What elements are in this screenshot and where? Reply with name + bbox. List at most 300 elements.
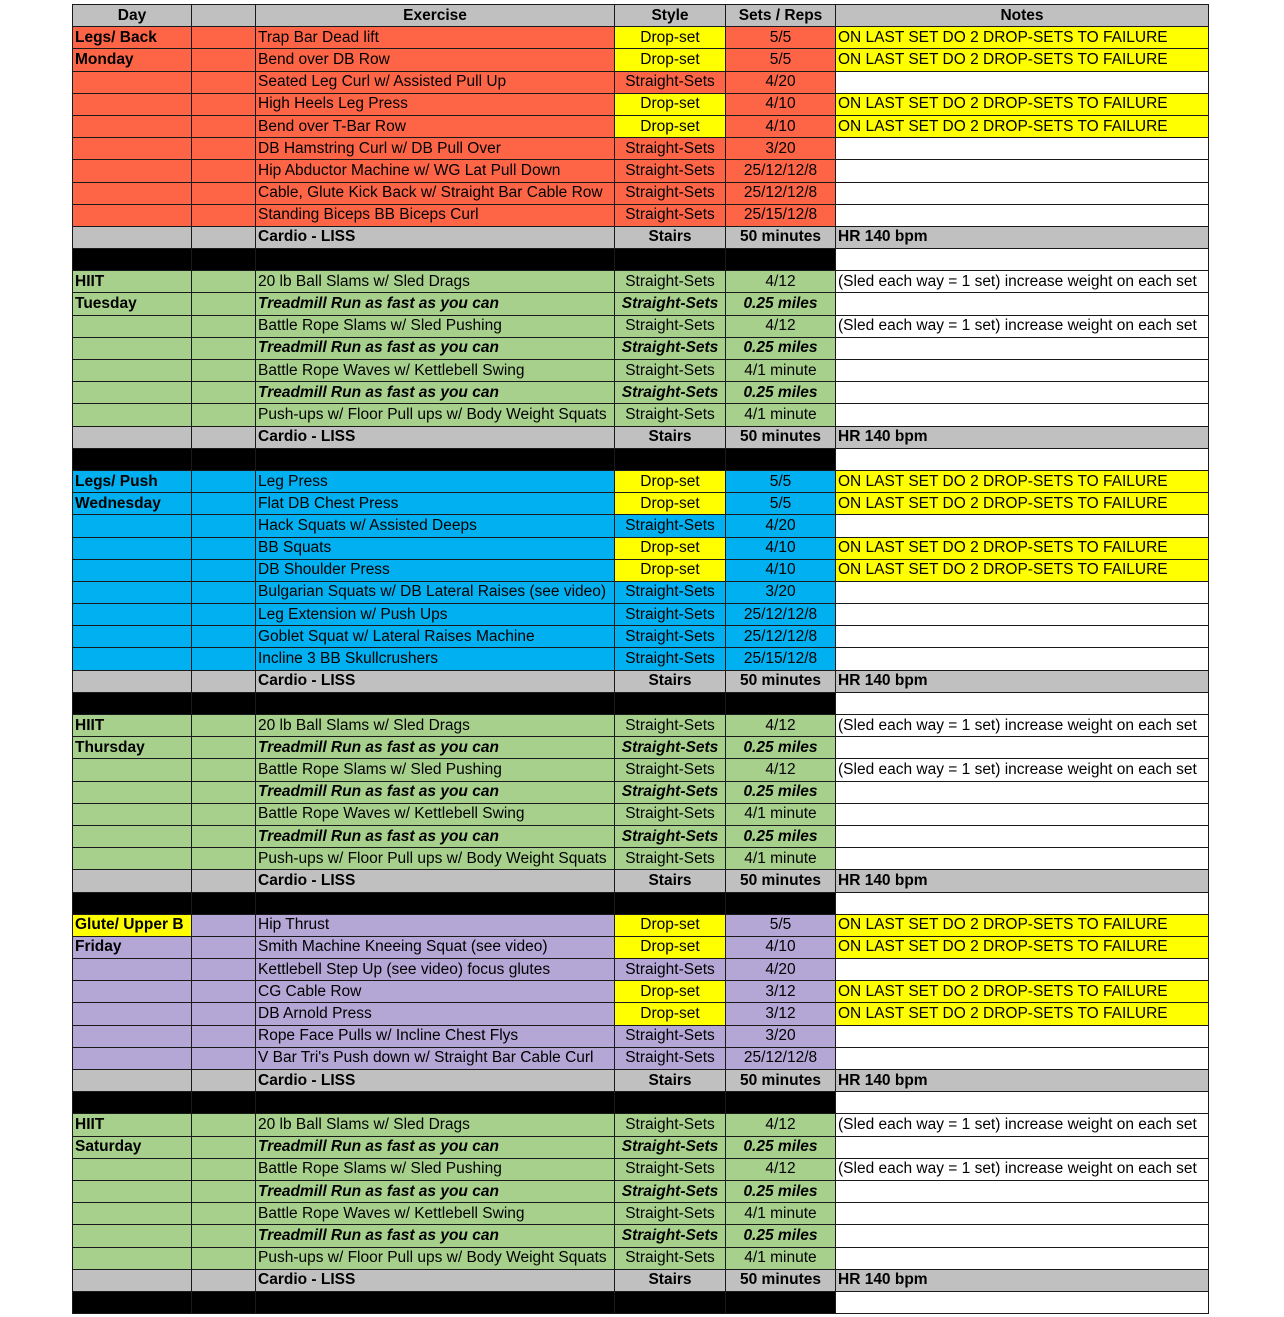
separator-cell (73, 892, 192, 914)
notes-cell (836, 71, 1209, 93)
table-row (73, 182, 1209, 204)
day-cell: Monday (73, 49, 192, 71)
notes-cell (836, 626, 1209, 648)
cardio-notes: HR 140 bpm (836, 426, 1209, 448)
sets-cell: 4/1 minute (726, 1203, 836, 1225)
notes-cell: ON LAST SET DO 2 DROP-SETS TO FAILURE (836, 49, 1209, 71)
notes-cell (836, 160, 1209, 182)
exercise-cell: Kettlebell Step Up (see video) focus glutes (256, 959, 615, 981)
blank-cell (192, 49, 256, 71)
separator-cell (726, 249, 836, 271)
cardio-style: Stairs (615, 670, 726, 692)
table-row (73, 1136, 1209, 1158)
sets-cell: 4/20 (726, 515, 836, 537)
blank-cell (192, 1180, 256, 1202)
blank-cell (192, 1203, 256, 1225)
notes-cell (836, 1225, 1209, 1247)
style-cell: Straight-Sets (615, 1203, 726, 1225)
style-cell: Straight-Sets (615, 803, 726, 825)
blank-cell (192, 27, 256, 49)
header-sets: Sets / Reps (726, 5, 836, 27)
day-cell (73, 626, 192, 648)
separator-cell (615, 249, 726, 271)
exercise-cell: Trap Bar Dead lift (256, 27, 615, 49)
sets-cell: 4/1 minute (726, 360, 836, 382)
table-row (73, 1003, 1209, 1025)
exercise-cell: Push-ups w/ Floor Pull ups w/ Body Weight Squats (256, 404, 615, 426)
style-cell: Straight-Sets (615, 604, 726, 626)
separator-row (73, 1092, 1209, 1114)
blank-cell (192, 293, 256, 315)
table-row (73, 49, 1209, 71)
separator-notes-cell (836, 692, 1209, 714)
blank-cell (192, 315, 256, 337)
separator-cell (192, 692, 256, 714)
exercise-cell: DB Hamstring Curl w/ DB Pull Over (256, 138, 615, 160)
blank-cell (192, 581, 256, 603)
cardio-sets: 50 minutes (726, 1070, 836, 1092)
blank-cell (192, 559, 256, 581)
blank-cell (192, 537, 256, 559)
exercise-cell: Incline 3 BB Skullcrushers (256, 648, 615, 670)
blank-cell (192, 870, 256, 892)
day-cell (73, 337, 192, 359)
table-row (73, 914, 1209, 936)
exercise-cell: V Bar Tri's Push down w/ Straight Bar Cable Curl (256, 1047, 615, 1069)
table-row (73, 493, 1209, 515)
separator-cell (256, 1291, 615, 1313)
blank-cell (192, 959, 256, 981)
cardio-row (73, 226, 1209, 248)
cardio-sets: 50 minutes (726, 226, 836, 248)
exercise-cell: Goblet Squat w/ Lateral Raises Machine (256, 626, 615, 648)
style-cell: Straight-Sets (615, 737, 726, 759)
notes-cell (836, 337, 1209, 359)
cardio-row (73, 870, 1209, 892)
table-row (73, 581, 1209, 603)
exercise-cell: Cable, Glute Kick Back w/ Straight Bar Cable Row (256, 182, 615, 204)
blank-cell (192, 470, 256, 492)
exercise-cell: Leg Press (256, 470, 615, 492)
exercise-cell: 20 lb Ball Slams w/ Sled Drags (256, 271, 615, 293)
sets-cell: 4/10 (726, 115, 836, 137)
sets-cell: 25/12/12/8 (726, 604, 836, 626)
style-cell: Straight-Sets (615, 337, 726, 359)
exercise-cell: Push-ups w/ Floor Pull ups w/ Body Weight Squats (256, 848, 615, 870)
notes-cell: (Sled each way = 1 set) increase weight on each set (836, 271, 1209, 293)
day-cell (73, 1180, 192, 1202)
notes-cell: ON LAST SET DO 2 DROP-SETS TO FAILURE (836, 27, 1209, 49)
notes-cell (836, 1203, 1209, 1225)
separator-cell (615, 1291, 726, 1313)
sets-cell: 4/1 minute (726, 803, 836, 825)
cardio-notes: HR 140 bpm (836, 870, 1209, 892)
style-cell: Straight-Sets (615, 360, 726, 382)
exercise-cell: DB Arnold Press (256, 1003, 615, 1025)
separator-cell (726, 892, 836, 914)
style-cell: Straight-Sets (615, 204, 726, 226)
sets-cell: 0.25 miles (726, 1180, 836, 1202)
separator-cell (192, 892, 256, 914)
separator-cell (73, 1092, 192, 1114)
style-cell: Straight-Sets (615, 138, 726, 160)
day-cell: Friday (73, 936, 192, 958)
cardio-exercise: Cardio - LISS (256, 426, 615, 448)
day-cell: HIIT (73, 1114, 192, 1136)
notes-cell (836, 781, 1209, 803)
notes-cell (836, 848, 1209, 870)
style-cell: Straight-Sets (615, 271, 726, 293)
sets-cell: 4/12 (726, 315, 836, 337)
sets-cell: 4/10 (726, 93, 836, 115)
exercise-cell: DB Shoulder Press (256, 559, 615, 581)
blank-cell (192, 1269, 256, 1291)
style-cell: Drop-set (615, 1003, 726, 1025)
blank-cell (192, 737, 256, 759)
day-cell (73, 604, 192, 626)
sets-cell: 0.25 miles (726, 737, 836, 759)
cardio-notes: HR 140 bpm (836, 1070, 1209, 1092)
separator-cell (726, 1092, 836, 1114)
day-cell (73, 1047, 192, 1069)
sets-cell: 25/12/12/8 (726, 1047, 836, 1069)
table-row (73, 604, 1209, 626)
table-row (73, 648, 1209, 670)
style-cell: Straight-Sets (615, 626, 726, 648)
blank-cell (192, 803, 256, 825)
header-day: Day (73, 5, 192, 27)
day-cell (73, 1269, 192, 1291)
exercise-cell: 20 lb Ball Slams w/ Sled Drags (256, 715, 615, 737)
style-cell: Drop-set (615, 470, 726, 492)
table-body (73, 27, 1209, 1314)
exercise-cell: Treadmill Run as fast as you can (256, 1136, 615, 1158)
cardio-style: Stairs (615, 1070, 726, 1092)
cardio-row (73, 1269, 1209, 1291)
table-row (73, 204, 1209, 226)
cardio-style: Stairs (615, 426, 726, 448)
day-cell (73, 537, 192, 559)
style-cell: Drop-set (615, 559, 726, 581)
table-row (73, 1247, 1209, 1269)
day-cell (73, 803, 192, 825)
style-cell: Drop-set (615, 27, 726, 49)
cardio-style: Stairs (615, 870, 726, 892)
separator-cell (256, 892, 615, 914)
style-cell: Drop-set (615, 936, 726, 958)
notes-cell (836, 825, 1209, 847)
exercise-cell: CG Cable Row (256, 981, 615, 1003)
blank-cell (192, 848, 256, 870)
blank-cell (192, 160, 256, 182)
notes-cell: (Sled each way = 1 set) increase weight on each set (836, 315, 1209, 337)
day-cell (73, 138, 192, 160)
table-row (73, 293, 1209, 315)
workout-table (72, 4, 1209, 1314)
table-row (73, 1203, 1209, 1225)
table-row (73, 470, 1209, 492)
day-cell (73, 870, 192, 892)
separator-cell (73, 249, 192, 271)
blank-cell (192, 1158, 256, 1180)
day-cell (73, 1203, 192, 1225)
blank-cell (192, 648, 256, 670)
separator-cell (726, 1291, 836, 1313)
exercise-cell: Standing Biceps BB Biceps Curl (256, 204, 615, 226)
sets-cell: 4/1 minute (726, 1247, 836, 1269)
sets-cell: 25/12/12/8 (726, 626, 836, 648)
day-cell (73, 670, 192, 692)
cardio-style: Stairs (615, 226, 726, 248)
style-cell: Drop-set (615, 914, 726, 936)
separator-cell (615, 892, 726, 914)
notes-cell (836, 959, 1209, 981)
table-row (73, 559, 1209, 581)
day-cell (73, 226, 192, 248)
notes-cell (836, 1136, 1209, 1158)
notes-cell (836, 803, 1209, 825)
sets-cell: 3/20 (726, 1025, 836, 1047)
separator-cell (615, 692, 726, 714)
notes-cell: ON LAST SET DO 2 DROP-SETS TO FAILURE (836, 981, 1209, 1003)
separator-row (73, 249, 1209, 271)
blank-cell (192, 604, 256, 626)
table-row (73, 803, 1209, 825)
day-cell: Saturday (73, 1136, 192, 1158)
blank-cell (192, 1114, 256, 1136)
header-blank (192, 5, 256, 27)
sets-cell: 4/10 (726, 936, 836, 958)
blank-cell (192, 93, 256, 115)
day-cell (73, 93, 192, 115)
sets-cell: 3/20 (726, 581, 836, 603)
table-row (73, 1180, 1209, 1202)
cardio-style: Stairs (615, 1269, 726, 1291)
sets-cell: 5/5 (726, 493, 836, 515)
day-cell (73, 182, 192, 204)
day-cell: Glute/ Upper B (73, 914, 192, 936)
table-row (73, 404, 1209, 426)
sets-cell: 4/20 (726, 959, 836, 981)
day-cell: Thursday (73, 737, 192, 759)
cardio-notes: HR 140 bpm (836, 670, 1209, 692)
exercise-cell: Rope Face Pulls w/ Incline Chest Flys (256, 1025, 615, 1047)
table-row (73, 959, 1209, 981)
sets-cell: 0.25 miles (726, 781, 836, 803)
style-cell: Straight-Sets (615, 1247, 726, 1269)
style-cell: Straight-Sets (615, 581, 726, 603)
sets-cell: 4/12 (726, 1158, 836, 1180)
day-cell (73, 426, 192, 448)
day-cell: Legs/ Push (73, 470, 192, 492)
style-cell: Straight-Sets (615, 781, 726, 803)
notes-cell (836, 648, 1209, 670)
day-cell (73, 160, 192, 182)
exercise-cell: Battle Rope Waves w/ Kettlebell Swing (256, 1203, 615, 1225)
notes-cell: ON LAST SET DO 2 DROP-SETS TO FAILURE (836, 936, 1209, 958)
blank-cell (192, 670, 256, 692)
sets-cell: 0.25 miles (726, 1225, 836, 1247)
notes-cell: (Sled each way = 1 set) increase weight on each set (836, 759, 1209, 781)
style-cell: Straight-Sets (615, 515, 726, 537)
sets-cell: 4/10 (726, 559, 836, 581)
day-cell (73, 781, 192, 803)
table-row (73, 1025, 1209, 1047)
day-cell: Wednesday (73, 493, 192, 515)
style-cell: Straight-Sets (615, 1114, 726, 1136)
separator-cell (726, 692, 836, 714)
exercise-cell: Battle Rope Waves w/ Kettlebell Swing (256, 803, 615, 825)
style-cell: Straight-Sets (615, 825, 726, 847)
sets-cell: 25/12/12/8 (726, 160, 836, 182)
table-row (73, 981, 1209, 1003)
sets-cell: 0.25 miles (726, 293, 836, 315)
style-cell: Straight-Sets (615, 1180, 726, 1202)
cardio-row (73, 670, 1209, 692)
blank-cell (192, 426, 256, 448)
day-cell (73, 581, 192, 603)
notes-cell: (Sled each way = 1 set) increase weight on each set (836, 715, 1209, 737)
separator-row (73, 692, 1209, 714)
blank-cell (192, 825, 256, 847)
style-cell: Straight-Sets (615, 382, 726, 404)
notes-cell (836, 515, 1209, 537)
notes-cell (836, 1247, 1209, 1269)
sets-cell: 25/12/12/8 (726, 182, 836, 204)
separator-row (73, 892, 1209, 914)
separator-cell (256, 1092, 615, 1114)
style-cell: Drop-set (615, 493, 726, 515)
notes-cell: ON LAST SET DO 2 DROP-SETS TO FAILURE (836, 537, 1209, 559)
separator-cell (192, 448, 256, 470)
sets-cell: 4/20 (726, 71, 836, 93)
day-cell (73, 1158, 192, 1180)
day-cell (73, 848, 192, 870)
style-cell: Drop-set (615, 49, 726, 71)
day-cell (73, 959, 192, 981)
cardio-exercise: Cardio - LISS (256, 670, 615, 692)
table-row (73, 115, 1209, 137)
exercise-cell: Treadmill Run as fast as you can (256, 337, 615, 359)
exercise-cell: Treadmill Run as fast as you can (256, 825, 615, 847)
sets-cell: 4/12 (726, 715, 836, 737)
sets-cell: 3/20 (726, 138, 836, 160)
table-row (73, 71, 1209, 93)
day-cell (73, 981, 192, 1003)
notes-cell (836, 737, 1209, 759)
table-row (73, 715, 1209, 737)
notes-cell: ON LAST SET DO 2 DROP-SETS TO FAILURE (836, 93, 1209, 115)
notes-cell: ON LAST SET DO 2 DROP-SETS TO FAILURE (836, 559, 1209, 581)
cardio-row (73, 1070, 1209, 1092)
sets-cell: 5/5 (726, 914, 836, 936)
blank-cell (192, 1225, 256, 1247)
notes-cell: ON LAST SET DO 2 DROP-SETS TO FAILURE (836, 493, 1209, 515)
sets-cell: 5/5 (726, 470, 836, 492)
exercise-cell: Bulgarian Squats w/ DB Lateral Raises (see video) (256, 581, 615, 603)
sets-cell: 25/15/12/8 (726, 648, 836, 670)
notes-cell: ON LAST SET DO 2 DROP-SETS TO FAILURE (836, 115, 1209, 137)
day-cell (73, 1225, 192, 1247)
table-row (73, 1225, 1209, 1247)
table-row (73, 825, 1209, 847)
table-row (73, 271, 1209, 293)
sets-cell: 5/5 (726, 27, 836, 49)
style-cell: Straight-Sets (615, 182, 726, 204)
exercise-cell: Treadmill Run as fast as you can (256, 293, 615, 315)
blank-cell (192, 493, 256, 515)
blank-cell (192, 1025, 256, 1047)
blank-cell (192, 626, 256, 648)
notes-cell (836, 382, 1209, 404)
blank-cell (192, 271, 256, 293)
day-cell (73, 648, 192, 670)
notes-cell: (Sled each way = 1 set) increase weight on each set (836, 1158, 1209, 1180)
style-cell: Straight-Sets (615, 1158, 726, 1180)
table-row (73, 1158, 1209, 1180)
header-exercise: Exercise (256, 5, 615, 27)
separator-cell (73, 1291, 192, 1313)
notes-cell (836, 204, 1209, 226)
notes-cell (836, 293, 1209, 315)
style-cell: Drop-set (615, 115, 726, 137)
day-cell: Tuesday (73, 293, 192, 315)
style-cell: Drop-set (615, 537, 726, 559)
cardio-exercise: Cardio - LISS (256, 1269, 615, 1291)
blank-cell (192, 1247, 256, 1269)
exercise-cell: Battle Rope Slams w/ Sled Pushing (256, 315, 615, 337)
blank-cell (192, 914, 256, 936)
sets-cell: 0.25 miles (726, 382, 836, 404)
exercise-cell: BB Squats (256, 537, 615, 559)
sets-cell: 4/10 (726, 537, 836, 559)
notes-cell (836, 1025, 1209, 1047)
style-cell: Straight-Sets (615, 1136, 726, 1158)
table-row (73, 515, 1209, 537)
day-cell (73, 825, 192, 847)
exercise-cell: Hip Thrust (256, 914, 615, 936)
separator-cell (73, 448, 192, 470)
blank-cell (192, 759, 256, 781)
day-cell (73, 315, 192, 337)
blank-cell (192, 226, 256, 248)
day-cell (73, 204, 192, 226)
header-style: Style (615, 5, 726, 27)
sets-cell: 0.25 miles (726, 1136, 836, 1158)
exercise-cell: Seated Leg Curl w/ Assisted Pull Up (256, 71, 615, 93)
cardio-notes: HR 140 bpm (836, 1269, 1209, 1291)
separator-notes-cell (836, 249, 1209, 271)
day-cell (73, 382, 192, 404)
blank-cell (192, 1136, 256, 1158)
blank-cell (192, 182, 256, 204)
sets-cell: 4/1 minute (726, 404, 836, 426)
day-cell (73, 759, 192, 781)
table-row (73, 1047, 1209, 1069)
table-row (73, 537, 1209, 559)
exercise-cell: Push-ups w/ Floor Pull ups w/ Body Weight Squats (256, 1247, 615, 1269)
sets-cell: 4/12 (726, 759, 836, 781)
exercise-cell: Bend over T-Bar Row (256, 115, 615, 137)
exercise-cell: Smith Machine Kneeing Squat (see video) (256, 936, 615, 958)
notes-cell (836, 182, 1209, 204)
blank-cell (192, 115, 256, 137)
exercise-cell: Hip Abductor Machine w/ WG Lat Pull Down (256, 160, 615, 182)
separator-cell (615, 448, 726, 470)
blank-cell (192, 360, 256, 382)
day-cell: HIIT (73, 715, 192, 737)
blank-cell (192, 404, 256, 426)
